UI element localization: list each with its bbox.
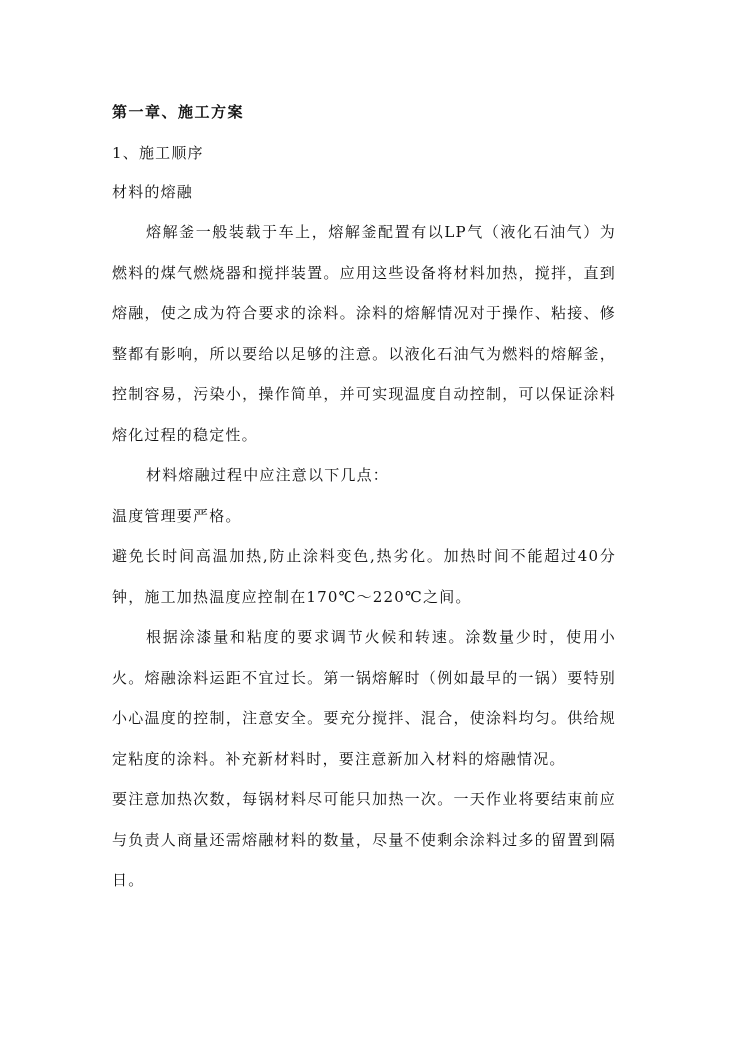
- section-heading: 1、施工顺序: [112, 144, 204, 162]
- paragraph-temperature-management: 温度管理要严格。: [112, 506, 242, 525]
- body-text: [112, 212, 616, 901]
- paragraph-heating-count: 要注意加热次数，每锅材料尽可能只加热一次。一天作业将要结束前应与负责人商量还需熔融材料的数量，尽量不使剩余涂料过多的留置到隔日。: [112, 790, 616, 889]
- paragraph-fire-and-speed: 根据涂漆量和粘度的要求调节火候和转速。涂数量少时，使用小火。熔融涂料运距不宜过长。第一锅熔解时（例如最早的一锅）要特别小心温度的控制，注意安全。要充分搅拌、混合，使涂料均匀。供给规定粘度的涂料。补充新材料时，要注意新加入材料的熔融情况。: [112, 628, 616, 768]
- subsection-heading: 材料的熔融: [112, 183, 194, 201]
- chapter-heading: 第一章、施工方案: [112, 103, 245, 121]
- paragraph-notes-intro: 材料熔融过程中应注意以下几点：: [146, 466, 390, 484]
- paragraph-heating-time: 避免长时间高温加热,防止涂料变色,热劣化。加热时间不能超过40分钟，施工加热温度应控制在170℃～220℃之间。: [112, 547, 616, 606]
- paragraph-melting-equipment: 熔解釜一般装载于车上，熔解釜配置有以LP气（液化石油气）为燃料的煤气燃烧器和搅拌装置。应用这些设备将材料加热，搅拌，直到熔融，使之成为符合要求的涂料。涂料的熔解情况对于操作、粘接、修整都有影响，所以要给以足够的注意。以液化石油气为燃料的熔解釜，控制容易，污染小，操作简单，并可实现温度自动控制，可以保证涂料熔化过程的稳定性。: [112, 223, 616, 444]
